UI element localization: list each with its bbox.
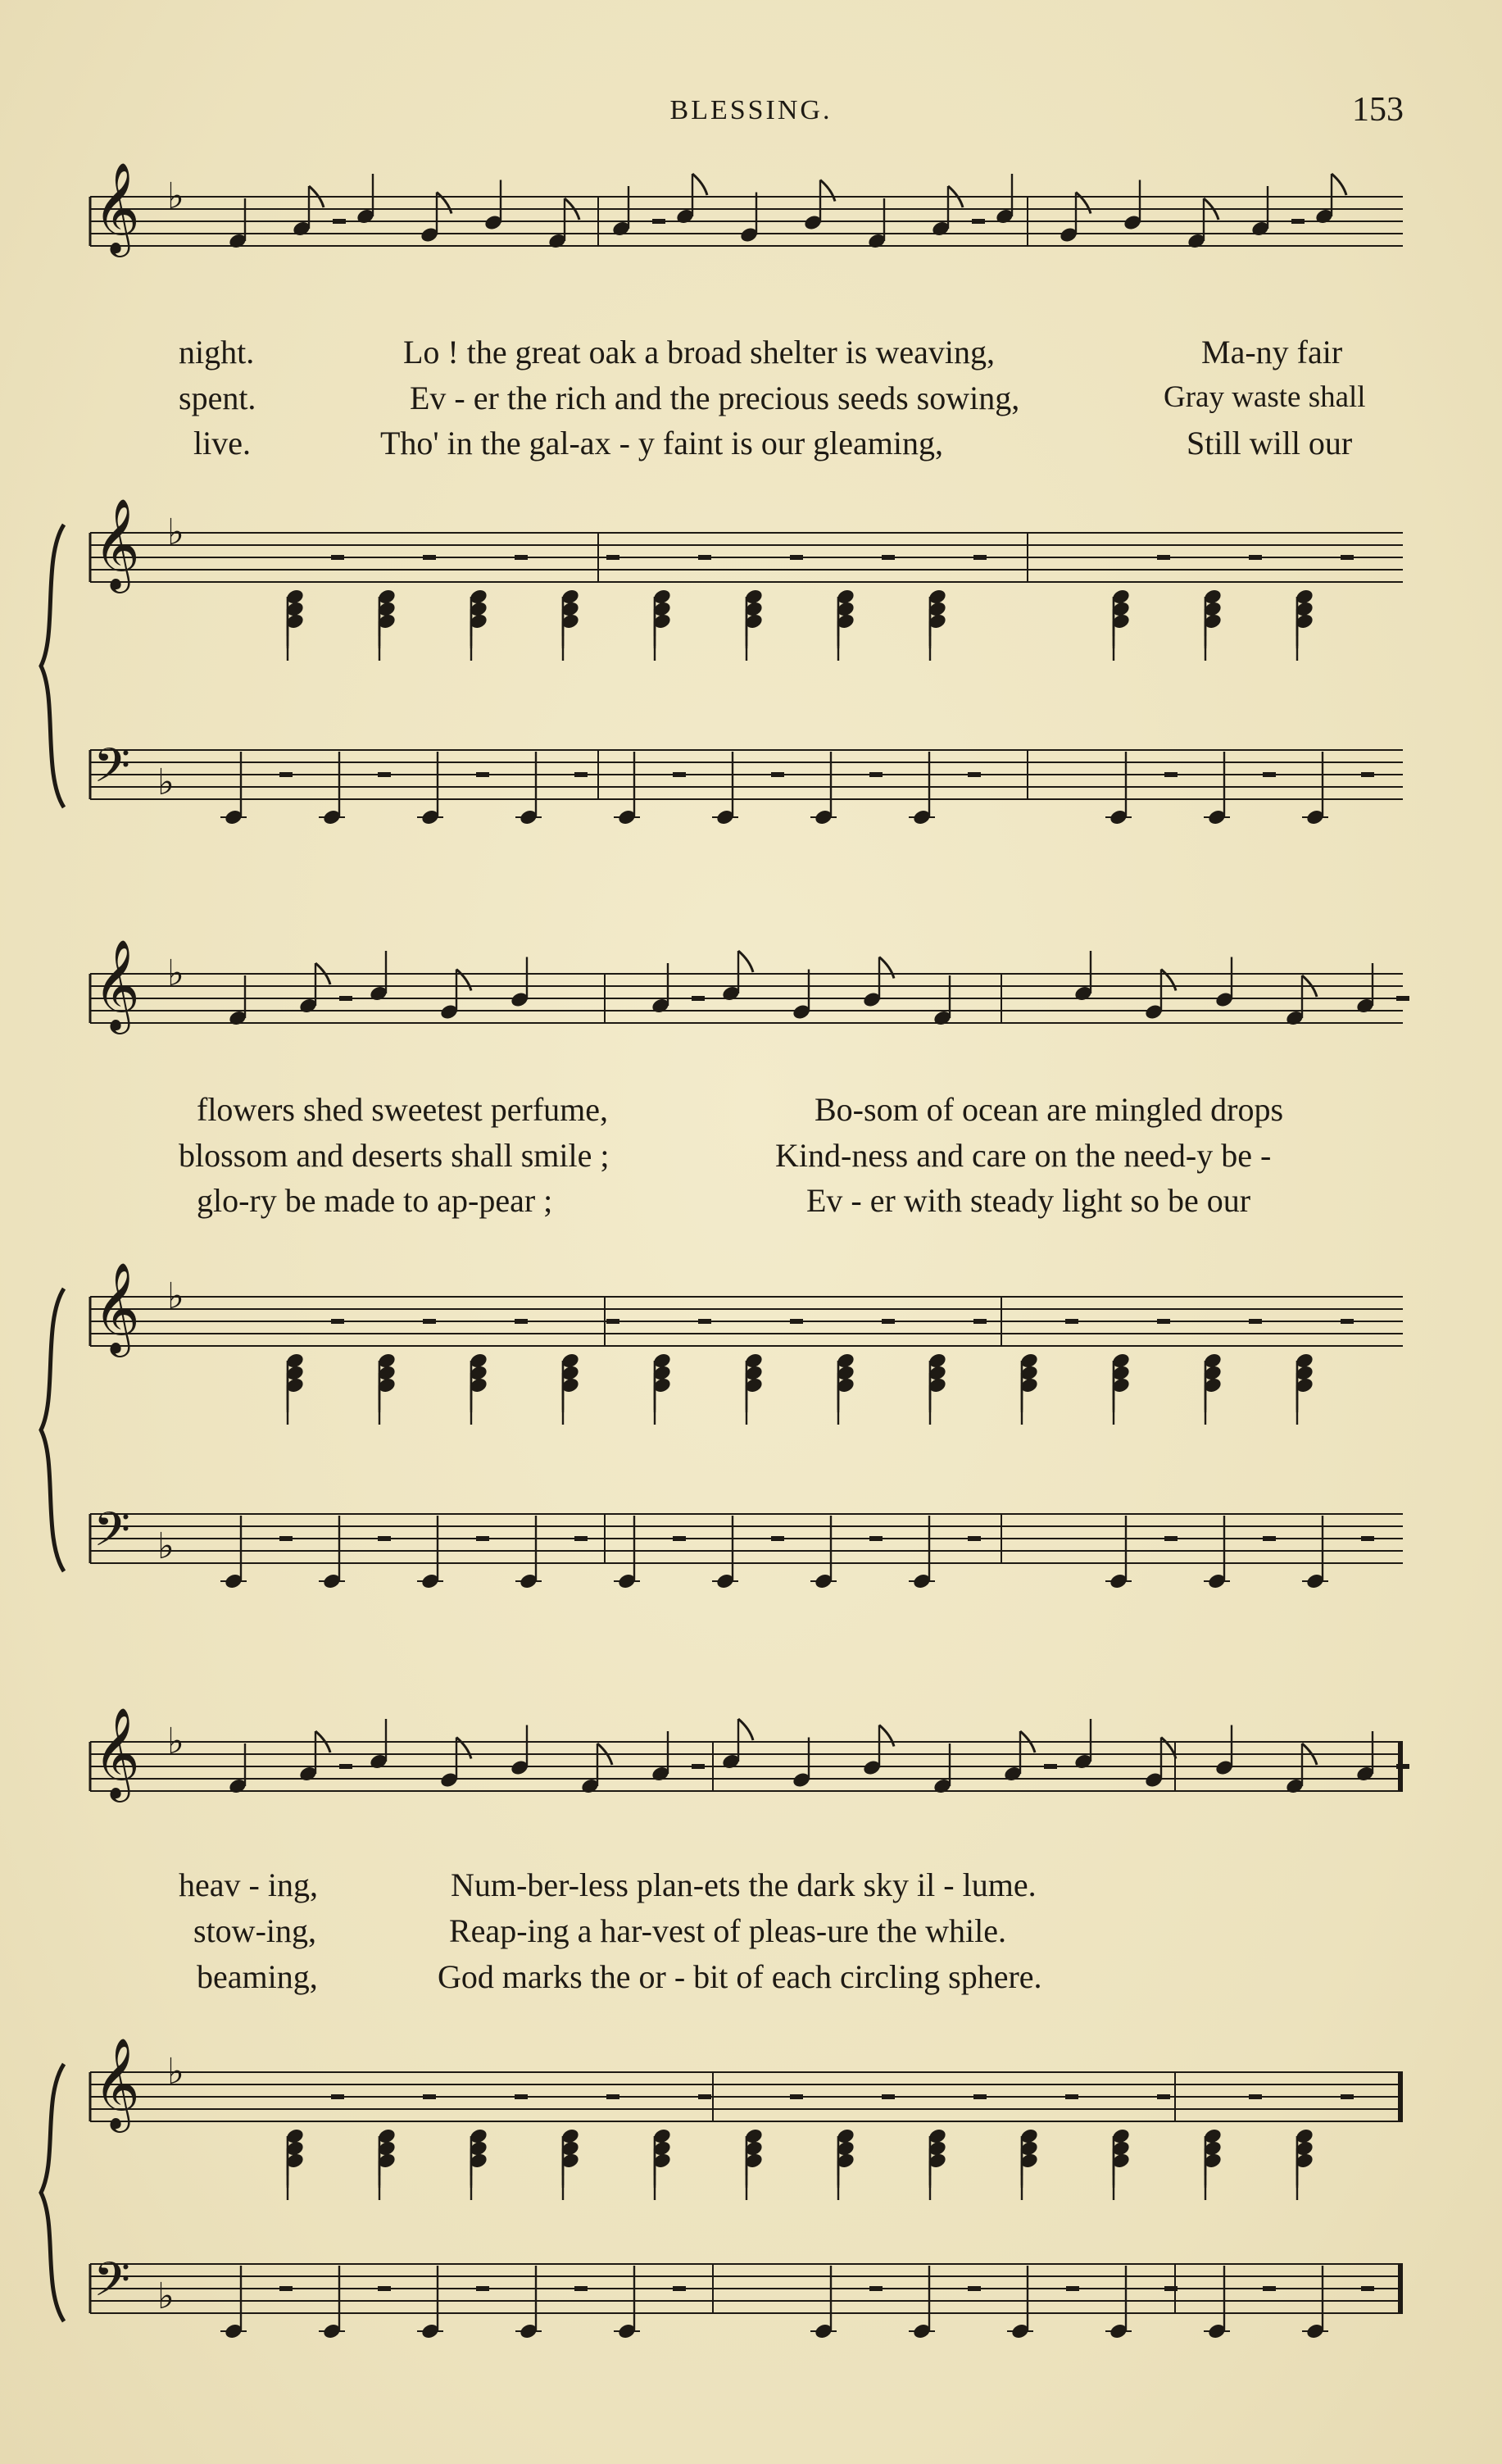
- rest-icon: [1341, 2094, 1354, 2099]
- rest-icon: [790, 555, 803, 560]
- rest-icon: [972, 219, 985, 224]
- rest-icon: [476, 772, 489, 777]
- rest-icon: [606, 2094, 619, 2099]
- rest-icon: [515, 2094, 528, 2099]
- rest-icon: [378, 1536, 391, 1541]
- lyric-s2-verse3-start: glo-ry be made to ap-pear ;: [197, 1182, 553, 1219]
- treble-clef-icon: 𝄞: [93, 2037, 140, 2129]
- rest-icon: [574, 1536, 588, 1541]
- rest-icon: [333, 219, 346, 224]
- lyric-verse1-start: night.: [179, 334, 255, 371]
- lyric-verse2-start: spent.: [179, 380, 256, 416]
- rest-icon: [869, 772, 883, 777]
- final-barline: [1398, 1742, 1403, 1791]
- flat-key-signature-icon: ♭: [167, 175, 184, 217]
- rest-icon: [1361, 772, 1374, 777]
- final-barline: [1398, 2264, 1403, 2313]
- rest-icon: [1066, 2286, 1079, 2291]
- rest-icon: [606, 555, 619, 560]
- rest-icon: [790, 2094, 803, 2099]
- treble-clef-icon: 𝄞: [93, 1707, 140, 1798]
- rest-icon: [882, 1319, 895, 1324]
- rest-icon: [771, 1536, 784, 1541]
- flat-key-signature-icon: ♭: [167, 952, 184, 994]
- rest-icon: [1157, 555, 1170, 560]
- lyric-s3-verse3-end: God marks the or - bit of each circling sphere.: [438, 1958, 1042, 1995]
- rest-icon: [378, 772, 391, 777]
- rest-icon: [1263, 2286, 1276, 2291]
- lyric-s3-verse1-end: Num-ber-less plan-ets the dark sky il - lume.: [451, 1866, 1037, 1903]
- note-flag: [1161, 1738, 1176, 1759]
- rest-icon: [331, 2094, 344, 2099]
- note-flag: [738, 1719, 753, 1740]
- lyric-s3-verse2-start: stow-ing,: [193, 1912, 316, 1949]
- rest-icon: [1341, 555, 1354, 560]
- lyric-s2-verse2-end: Kind-ness and care on the need-y be -: [775, 1137, 1272, 1174]
- rest-icon: [790, 1319, 803, 1324]
- note-flag: [738, 951, 753, 972]
- rest-icon: [574, 772, 588, 777]
- grand-staff-brace-icon: [41, 1289, 64, 1571]
- grand-staff-brace-icon: [41, 525, 64, 807]
- rest-icon: [1065, 1319, 1078, 1324]
- note-flag: [456, 970, 471, 991]
- treble-clef-icon: 𝄞: [93, 498, 140, 589]
- rest-icon: [698, 1319, 711, 1324]
- lyric-verse2-end: Gray waste shall: [1164, 380, 1366, 414]
- rest-icon: [279, 2286, 293, 2291]
- rest-icon: [1065, 2094, 1078, 2099]
- rest-icon: [1164, 2286, 1178, 2291]
- note-flag: [879, 1725, 894, 1747]
- rest-icon: [1157, 2094, 1170, 2099]
- lyric-s2-verse1-start: flowers shed sweetest perfume,: [197, 1091, 609, 1128]
- grand-staff-brace-icon: [41, 2064, 64, 2321]
- rest-icon: [968, 2286, 981, 2291]
- rest-icon: [968, 772, 981, 777]
- treble-clef-icon: 𝄞: [93, 939, 140, 1030]
- rest-icon: [698, 555, 711, 560]
- rest-icon: [476, 1536, 489, 1541]
- rest-icon: [1249, 2094, 1262, 2099]
- rest-icon: [279, 772, 293, 777]
- lyric-s3-verse1-start: heav - ing,: [179, 1866, 318, 1903]
- lyric-verse1-line: Lo ! the great oak a broad shelter is weaving,: [403, 334, 995, 371]
- treble-clef-icon: 𝄞: [93, 1262, 140, 1353]
- rest-icon: [869, 1536, 883, 1541]
- rest-icon: [378, 2286, 391, 2291]
- bass-clef-icon: 𝄢: [93, 1502, 131, 1569]
- note-flag: [820, 180, 835, 202]
- rest-icon: [882, 2094, 895, 2099]
- rest-icon: [1164, 1536, 1178, 1541]
- rest-icon: [423, 2094, 436, 2099]
- lyric-verse3-line: Tho' in the gal-ax - y faint is our gleaming,: [380, 425, 944, 461]
- rest-icon: [331, 1319, 344, 1324]
- rest-icon: [869, 2286, 883, 2291]
- rest-icon: [339, 996, 352, 1001]
- rest-icon: [574, 2286, 588, 2291]
- bass-clef-icon: 𝄢: [93, 738, 131, 805]
- rest-icon: [1263, 772, 1276, 777]
- lyric-s3-verse3-start: beaming,: [197, 1958, 318, 1995]
- rest-icon: [515, 1319, 528, 1324]
- rest-icon: [279, 1536, 293, 1541]
- lyric-verse1-end: Ma-ny fair: [1201, 334, 1343, 371]
- rest-icon: [973, 555, 987, 560]
- rest-icon: [515, 555, 528, 560]
- lyric-s2-verse2-start: blossom and deserts shall smile ;: [179, 1137, 610, 1174]
- rest-icon: [606, 1319, 619, 1324]
- rest-icon: [652, 219, 665, 224]
- rest-icon: [973, 2094, 987, 2099]
- lyric-s3-verse2-end: Reap-ing a har-vest of pleas-ure the while.: [449, 1912, 1007, 1949]
- note-flag: [456, 1738, 471, 1759]
- rest-icon: [1249, 1319, 1262, 1324]
- rest-icon: [692, 996, 705, 1001]
- rest-icon: [673, 1536, 686, 1541]
- note-flag: [1076, 193, 1091, 214]
- rest-icon: [1361, 2286, 1374, 2291]
- note-flag: [692, 174, 707, 195]
- page-title: BLESSING.: [669, 95, 833, 125]
- note-flag: [1161, 970, 1176, 991]
- flat-key-signature-icon: ♭: [157, 761, 175, 803]
- flat-key-signature-icon: ♭: [157, 2275, 175, 2317]
- flat-key-signature-icon: ♭: [167, 1721, 184, 1762]
- flat-key-signature-icon: ♭: [167, 2051, 184, 2093]
- note-flag: [1332, 174, 1346, 195]
- bass-clef-icon: 𝄢: [93, 2252, 131, 2319]
- rest-icon: [1044, 1764, 1057, 1769]
- rest-icon: [1361, 1536, 1374, 1541]
- flat-key-signature-icon: ♭: [167, 1275, 184, 1317]
- rest-icon: [423, 555, 436, 560]
- rest-icon: [771, 772, 784, 777]
- rest-icon: [476, 2286, 489, 2291]
- rest-icon: [339, 1764, 352, 1769]
- lyric-verse2-line: Ev - er the rich and the precious seeds sowing,: [410, 380, 1020, 416]
- rest-icon: [1396, 996, 1409, 1001]
- note-flag: [437, 193, 452, 214]
- lyric-s2-verse1-end: Bo-som of ocean are mingled drops: [815, 1091, 1284, 1128]
- final-barline: [1398, 2072, 1403, 2121]
- lyric-verse3-end: Still will our: [1187, 425, 1353, 461]
- rest-icon: [1291, 219, 1305, 224]
- rest-icon: [698, 2094, 711, 2099]
- rest-icon: [1249, 555, 1262, 560]
- rest-icon: [1263, 1536, 1276, 1541]
- treble-clef-icon: 𝄞: [93, 161, 140, 253]
- note-flag: [879, 957, 894, 979]
- rest-icon: [673, 2286, 686, 2291]
- page-number: 153: [1352, 91, 1404, 129]
- lyric-verse3-start: live.: [193, 425, 251, 461]
- rest-icon: [1157, 1319, 1170, 1324]
- rest-icon: [1164, 772, 1178, 777]
- rest-icon: [331, 555, 344, 560]
- rest-icon: [882, 555, 895, 560]
- flat-key-signature-icon: ♭: [157, 1525, 175, 1567]
- rest-icon: [423, 1319, 436, 1324]
- rest-icon: [968, 1536, 981, 1541]
- flat-key-signature-icon: ♭: [167, 511, 184, 553]
- lyric-s2-verse3-end: Ev - er with steady light so be our: [806, 1182, 1251, 1219]
- rest-icon: [673, 772, 686, 777]
- rest-icon: [1341, 1319, 1354, 1324]
- rest-icon: [692, 1764, 705, 1769]
- rest-icon: [973, 1319, 987, 1324]
